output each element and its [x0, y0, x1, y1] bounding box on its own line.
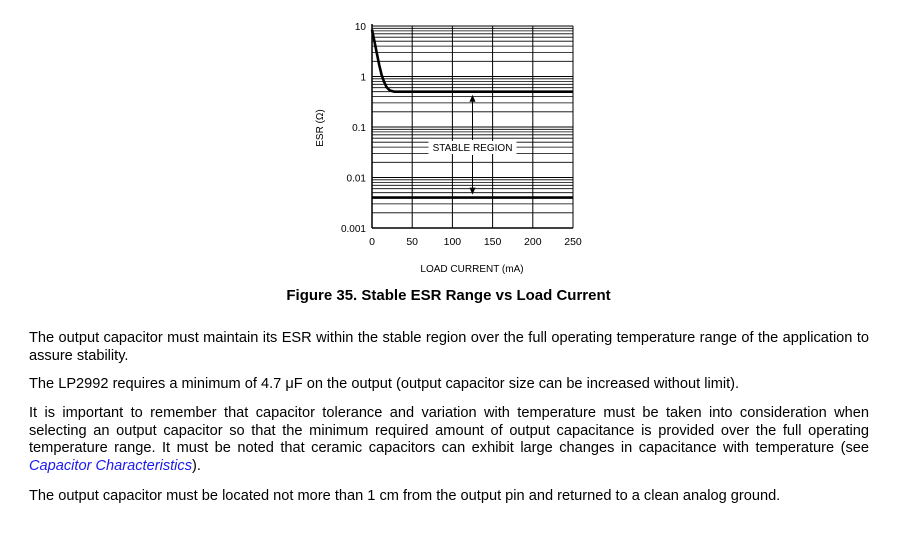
x-tick-label: 200 [524, 236, 542, 248]
x-tick-label: 50 [406, 236, 419, 248]
y-axis-label: ESR (Ω) [315, 109, 326, 147]
figure-caption: Figure 35. Stable ESR Range vs Load Current [286, 287, 611, 304]
x-tick-label: 150 [483, 236, 502, 248]
esr-chart [300, 10, 600, 285]
y-tick-label: 10 [354, 22, 366, 33]
paragraph-capacitor-placement: The output capacitor must be located not more than 1 cm from the output pin and returned to a clean analog ground. [29, 488, 781, 504]
y-tick-label: 0.1 [352, 123, 366, 134]
x-tick-label: 0 [369, 236, 375, 248]
paragraph-text: ). [192, 457, 201, 474]
paragraph-capacitor-tolerance [29, 405, 869, 475]
y-tick-label: 1 [360, 72, 366, 84]
capacitor-characteristics-link[interactable]: Capacitor Characteristics [29, 457, 193, 474]
x-axis-label: LOAD CURRENT (mA) [420, 264, 524, 275]
upper-esr-limit-line [372, 30, 573, 92]
x-tick-label: 250 [564, 236, 582, 248]
x-tick-label: 100 [443, 236, 462, 248]
y-tick-label: 0.001 [340, 224, 366, 235]
paragraph-text: It is important to remember that capacitor tolerance and variation with temperature must be taken into consideration when selecting an output capacitor so that the minimum required amount of output capacitance is provided over the full operating temperature range. It must be noted that ceramic capacitors can exhibit large changes in capacitance with temperature (see [29, 405, 869, 456]
paragraph-min-capacitance: The LP2992 requires a minimum of 4.7 μF on the output (output capacitor size can be increased without limit). [29, 376, 740, 392]
y-tick-label: 0.01 [346, 173, 366, 185]
stable-region-label: STABLE REGION [432, 143, 513, 154]
arrow-up-head [470, 95, 476, 102]
arrow-down-head [470, 188, 476, 195]
paragraph-esr-stability: The output capacitor must maintain its ESR within the stable region over the full operating temperature range of the application to assure stability. [29, 330, 869, 364]
